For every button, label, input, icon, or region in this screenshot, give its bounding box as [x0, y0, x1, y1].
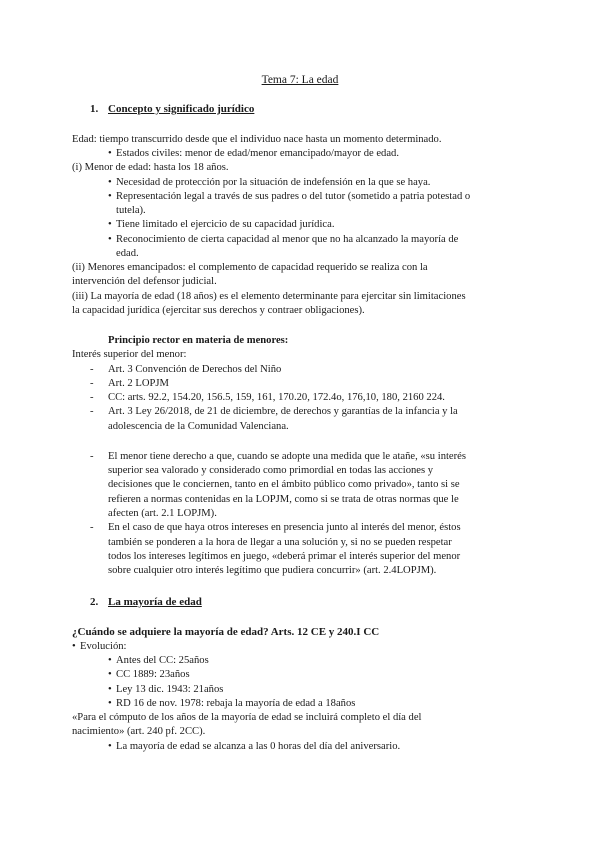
section-2-title: La mayoría de edad — [108, 596, 202, 608]
computo-line: nacimiento» (art. 240 pf. 2CC). — [72, 726, 206, 737]
dash-item-text: Art. 3 Ley 26/2018, de 21 de diciembre, de derechos y garantías de la infancia y la — [108, 406, 458, 417]
section-2-number: 2. — [90, 596, 99, 608]
dash-icon: - — [90, 378, 94, 389]
menor-bullet — [108, 176, 430, 190]
estados-line — [108, 147, 399, 161]
para1-line: decisiones que le conciernen, tanto en el ámbito público como privado», tanto si se — [108, 479, 460, 490]
final-bullet — [108, 740, 400, 754]
section-2-heading — [90, 595, 202, 609]
interes-line: Interés superior del menor: — [72, 349, 187, 360]
bullet-icon: • — [108, 741, 112, 752]
dash-item-text: Art. 3 Convención de Derechos del Niño — [108, 364, 282, 375]
bullet-icon: • — [108, 669, 112, 680]
bullet-icon: • — [108, 148, 112, 159]
menor-bullet-text: Reconocimiento de cierta capacidad al menor que no ha alcanzado la mayoría de — [116, 234, 459, 245]
para1-text: El menor tiene derecho a que, cuando se adopte una medida que le atañe, «su interés — [108, 451, 466, 462]
evolucion-line — [72, 640, 127, 654]
evol-item — [108, 683, 223, 697]
menor-bullet-text: Tiene limitado el ejercicio de su capacidad jurídica. — [116, 219, 335, 230]
menor-bullet-continuation: edad. — [116, 248, 139, 259]
final-bullet-text: La mayoría de edad se alcanza a las 0 horas del día del aniversario. — [116, 741, 401, 752]
evol-item-text: RD 16 de nov. 1978: rebaja la mayoría de edad a 18años — [116, 698, 356, 709]
evol-item-text: CC 1889: 23años — [116, 669, 190, 680]
menor-bullet-continuation: tutela). — [116, 205, 146, 216]
bullet-icon: • — [108, 191, 112, 202]
evol-item — [108, 668, 190, 682]
menor-bullet-text: Necesidad de protección por la situación de indefensión en la que se haya. — [116, 177, 431, 188]
bullet-icon: • — [72, 641, 76, 652]
mayoria-line: la capacidad jurídica (ejercitar sus derechos y contraer obligaciones). — [72, 305, 365, 316]
mayoria-line: (iii) La mayoría de edad (18 años) es el elemento determinante para ejercitar sin limitaciones — [72, 291, 466, 302]
bullet-icon: • — [108, 234, 112, 245]
evolucion-text: Evolución: — [80, 641, 127, 652]
bullet-icon: • — [108, 177, 112, 188]
para2-text: En el caso de que haya otros intereses en presencia junto al interés del menor, éstos — [108, 522, 461, 533]
para1-line: afecten (art. 2.1 LOPJM). — [108, 508, 217, 519]
estados-text: Estados civiles: menor de edad/menor emancipado/mayor de edad. — [116, 148, 399, 159]
menor-line: (i) Menor de edad: hasta los 18 años. — [72, 162, 229, 173]
para1-line: superior sea valorado y considerado como primordial en todas las acciones y — [108, 465, 434, 476]
dash-item-text: CC: arts. 92.2, 154.20, 156.5, 159, 161, 170.20, 172.4o, 176,10, 180, 2160 224. — [108, 392, 445, 403]
evol-item-text: Ley 13 dic. 1943: 21años — [116, 684, 224, 695]
dash-icon: - — [90, 406, 94, 417]
dash-icon: - — [90, 364, 94, 375]
section-1-number: 1. — [90, 103, 99, 115]
intro-line: Edad: tiempo transcurrido desde que el individuo nace hasta un momento determinado. — [72, 134, 442, 145]
dash-item-text: Art. 2 LOPJM — [108, 378, 169, 389]
evol-item-text: Antes del CC: 25años — [116, 655, 209, 666]
menor-bullet — [108, 190, 470, 204]
section-1-title: Concepto y significado jurídico — [108, 103, 255, 115]
page-title: Tema 7: La edad — [261, 74, 339, 86]
section-1-heading — [90, 102, 254, 116]
bullet-icon: • — [108, 684, 112, 695]
para2-line: todos los intereses legítimos en juego, «deberá primar el interés superior del menor — [108, 551, 461, 562]
dash-item-continuation: adolescencia de la Comunidad Valenciana. — [108, 421, 289, 432]
computo-line: «Para el cómputo de los años de la mayoría de edad se incluirá completo el día del — [72, 712, 422, 723]
dash-icon: - — [90, 392, 94, 403]
principio-heading: Principio rector en materia de menores: — [108, 335, 289, 346]
para1-line: refieren a normas contenidas en la LOPJM, como si se trata de otras normas que le — [108, 494, 459, 505]
emancipados-line: (ii) Menores emancipados: el complemento de capacidad requerido se realiza con la — [72, 262, 428, 273]
bullet-icon: • — [108, 698, 112, 709]
evol-item — [108, 697, 355, 711]
menor-bullet — [108, 218, 334, 232]
menor-bullet-text: Representación legal a través de sus padres o del tutor (sometido a patria potestad o — [116, 191, 471, 202]
menor-bullet — [108, 233, 458, 247]
question-heading: ¿Cuándo se adquiere la mayoría de edad? Arts. 12 CE y 240.I CC — [72, 626, 380, 638]
bullet-icon: • — [108, 219, 112, 230]
bullet-icon: • — [108, 655, 112, 666]
para2-line: también se ponderen a la hora de llegar a una solución y, si no se pueden respetar — [108, 537, 452, 548]
evol-item — [108, 654, 209, 668]
emancipados-line: intervención del defensor judicial. — [72, 276, 217, 287]
para2-line: sobre cualquier otro interés legítimo que pudiera concurrir» (art. 2.4LOPJM). — [108, 565, 437, 576]
dash-icon: - — [90, 522, 94, 533]
dash-icon: - — [90, 451, 94, 462]
